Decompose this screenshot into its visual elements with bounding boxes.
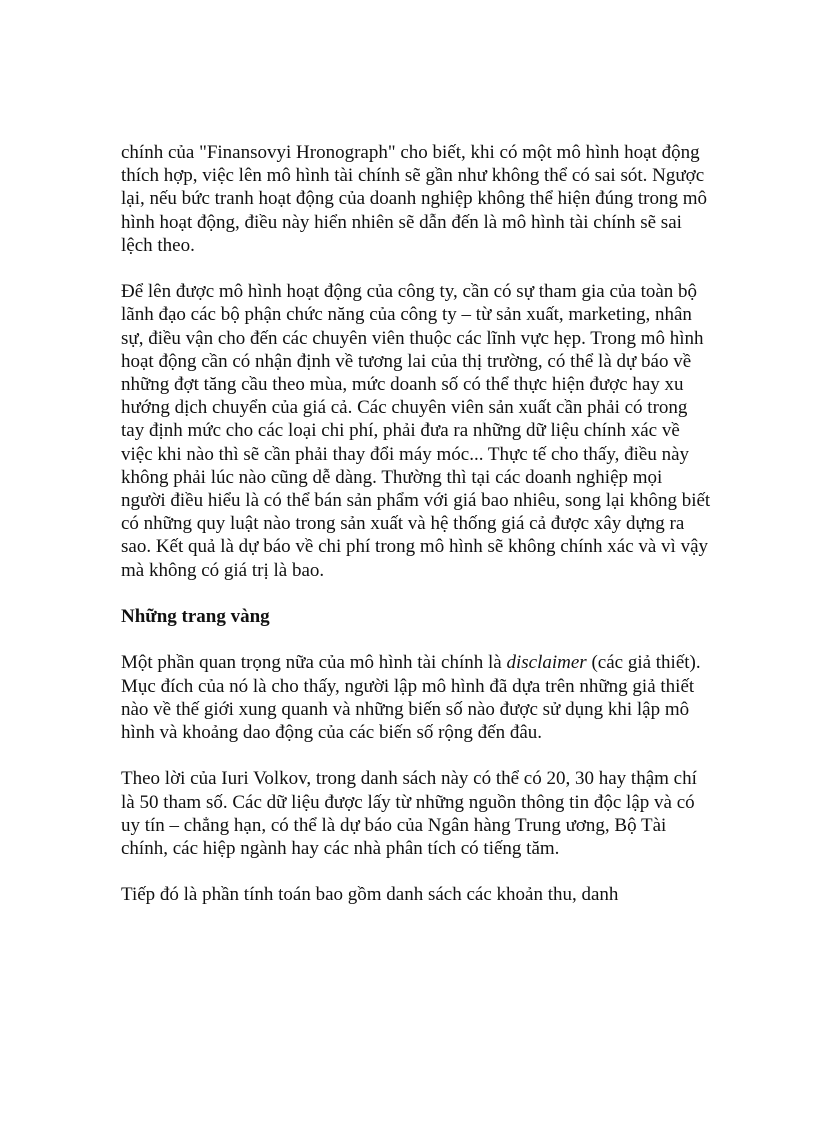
paragraph-parameters: Theo lời của Iuri Volkov, trong danh sách này có thể có 20, 30 hay thậm chí là 50 tham số. Các dữ liệu được lấy từ những nguồn thông tin độc lập và có uy tín – chẳng hạn, có thể là dự báo của Ngân hàng Trung ương, Bộ Tài chính, các hiệp ngành hay các nhà phân tích có tiếng tăm. — [121, 768, 697, 860]
disclaimer-text-after: (các giả thiết). Mục đích của nó là cho thấy, người lập mô hình đã dựa trên những giả thiết nào về thế giới xung quanh và những biến số nào được sử dụng khi lập mô hình và khoảng dao động của các biến số rộng đến đâu. — [121, 652, 701, 744]
paragraph-calculation: Tiếp đó là phần tính toán bao gồm danh sách các khoản thu, danh — [121, 884, 619, 906]
section-heading: Những trang vàng — [121, 606, 270, 628]
disclaimer-text-before: Một phần quan trọng nữa của mô hình tài chính là — [121, 652, 507, 674]
document-page — [121, 141, 711, 930]
disclaimer-term: disclaimer — [506, 652, 587, 674]
paragraph-operational-model: Để lên được mô hình hoạt động của công ty, cần có sự tham gia của toàn bộ lãnh đạo các bộ phận chức năng của công ty – từ sản xuất, marketing, nhân sự, điều vận cho đến các chuyên viên thuộc các lĩnh vực hẹp. Trong mô hình hoạt động cần có nhận định về tương lai của thị trường, có thể là dự báo về những đợt tăng cầu theo mùa, mức doanh số có thể thực hiện được hay xu hướng dịch chuyển của giá cả. Các chuyên viên sản xuất cần phải có trong tay định mức cho các loại chi phí, phải đưa ra những dữ liệu chính xác về việc khi nào thì sẽ cần phải thay đổi máy móc... Thực tế cho thấy, điều này không phải lúc nào cũng dễ dàng. Thường thì tại các doanh nghiệp mọi người điều hiểu là có thể bán sản phẩm với giá bao nhiêu, song lại không biết có những quy luật nào trong sản xuất và hệ thống giá cả được xây dựng ra sao. Kết quả là dự báo về chi phí trong mô hình sẽ không chính xác và vì vậy mà không có giá trị là bao. — [121, 281, 711, 581]
paragraph-disclaimer — [121, 651, 711, 744]
paragraph-financial-model-accuracy: chính của "Finansovyi Hronograph" cho biết, khi có một mô hình hoạt động thích hợp, việc lên mô hình tài chính sẽ gần như không thể có sai sót. Ngược lại, nếu bức tranh hoạt động của doanh nghiệp không thể hiện đúng trong mô hình hoạt động, điều này hiển nhiên sẽ dẫn đến là mô hình tài chính sẽ sai lệch theo. — [121, 142, 707, 256]
